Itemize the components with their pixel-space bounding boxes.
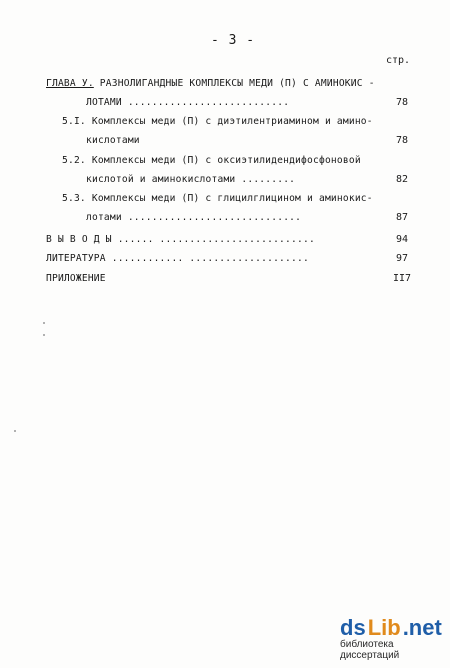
toc-page-number: 87: [396, 212, 409, 223]
toc-section-title-cont: лотами .............................: [86, 212, 302, 223]
toc-page-number: 78: [396, 97, 409, 108]
toc-entry-title: В Ы В О Д Ы ...... ..........................: [46, 234, 315, 245]
logo-wordmark: [340, 615, 450, 641]
logo-net-text: .net: [402, 615, 442, 640]
scan-speck: [14, 430, 16, 432]
page-number: - 3 -: [211, 33, 256, 48]
toc-chapter-title-cont: ЛОТАМИ ...........................: [86, 97, 290, 108]
toc-section-title-cont: кислотой и аминокислотами .........: [86, 174, 296, 185]
toc-section-title: 5.3. Комплексы меди (П) с глицилглицином и аминокис-: [62, 193, 373, 204]
toc-page-number: 97: [396, 253, 409, 264]
toc-page-number: 94: [396, 234, 409, 245]
toc-section-title-cont: кислотами: [86, 135, 140, 146]
toc-chapter-title: [46, 78, 375, 89]
scan-speck: [43, 322, 45, 324]
pages-column-header: стр.: [386, 55, 411, 66]
toc-page-number: II7: [393, 273, 412, 284]
toc-entry-title: ПРИЛОЖЕНИЕ: [46, 273, 106, 284]
toc-chapter-title-rest: РАЗНОЛИГАНДНЫЕ КОМПЛЕКСЫ МЕДИ (П) С АМИНОКИС -: [93, 78, 375, 89]
toc-section-title: 5.I. Комплексы меди (П) с диэтилентриамином и амино-: [62, 116, 373, 127]
toc-page-number: 78: [396, 135, 409, 146]
watermark-logo[interactable]: [340, 615, 450, 665]
scan-speck: [43, 334, 45, 336]
toc-chapter-label: ГЛАВА У.: [46, 78, 94, 89]
logo-subtitle: библиотека диссертаций: [340, 639, 400, 661]
toc-page-number: 82: [396, 174, 409, 185]
logo-lib-text: Lib: [367, 615, 401, 640]
toc-section-title: 5.2. Комплексы меди (П) с оксиэтилидендифосфоновой: [62, 155, 361, 166]
toc-entry-title: ЛИТЕРАТУРА ............ ....................: [46, 253, 309, 264]
logo-ds-text: ds: [340, 615, 366, 640]
